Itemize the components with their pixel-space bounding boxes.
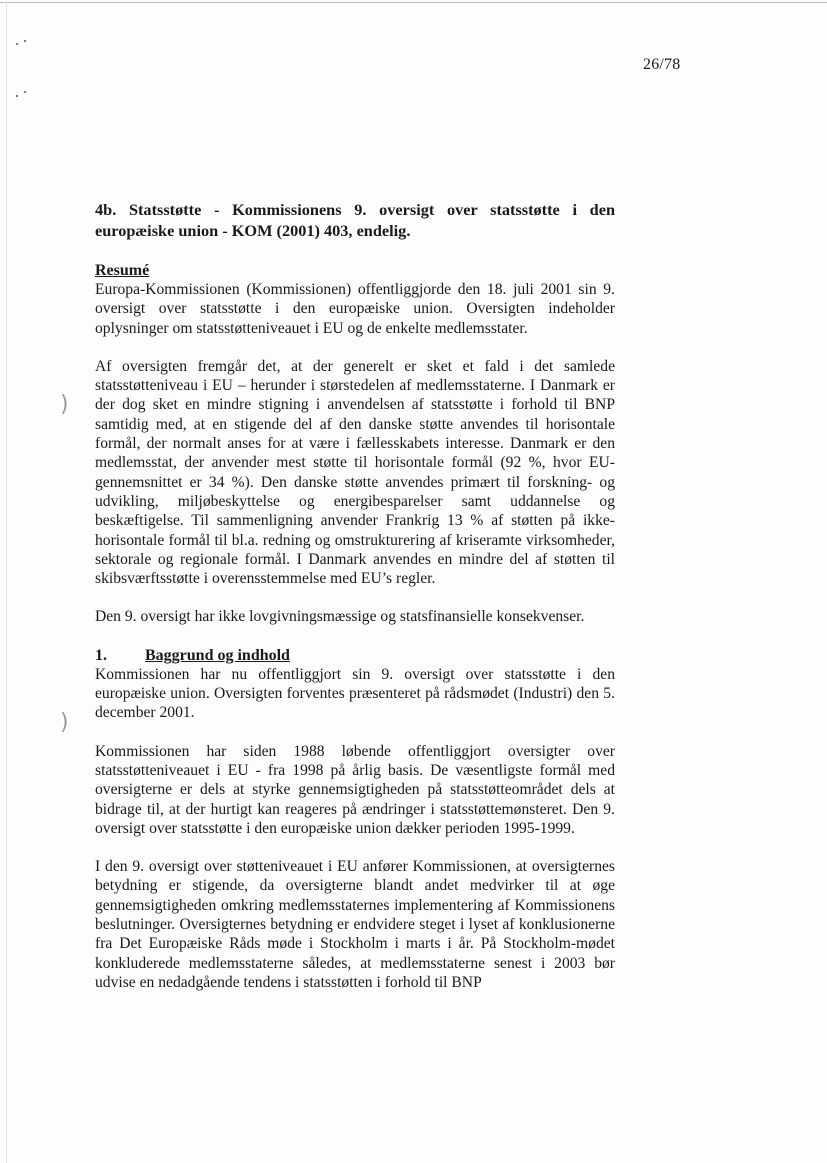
scan-speck [16, 95, 18, 97]
resume-heading: Resumé [95, 262, 150, 279]
punch-hole-mark: ) [60, 392, 69, 417]
resume-paragraph-2: Af oversigten fremgår det, at der generelt er sket et fald i det samlede statsstøtteniveau i EU – herunder i størstedelen af medlemsstaterne. I Danmark er der dog sket en mindre stigning i anvendelsen af statsstøtte i forhold til BNP samtidig med, at en stigende del af den danske støtte anvendes til horisontale formål, der normalt anses for at være i fællesskabets interesse. Danmark er den medlemsstat, der anvender mest støtte til horisontale formål (92 %, hvor EU-gennemsnittet er 34 %). Den danske støtte anvendes primært til forskning- og udvikling, miljøbeskyttelse og energibesparelser samt uddannelse og beskæftigelse. Til sammenligning anvender Frankrig 13 % af støtten på ikke-horisontale formål til bl.a. redning og omstrukturering af kriseramte virksomheder, sektorale og regionale formål. I Danmark anvendes en mindre del af støtten til skibsværftsstøtte i overensstemmelse med EU’s regler. [95, 357, 615, 588]
resume-section [95, 261, 615, 627]
punch-hole-mark: ) [60, 710, 69, 735]
section-1 [95, 646, 615, 992]
section-1-paragraph-3: I den 9. oversigt over støtteniveauet i EU anfører Kommissionen, at oversigternes betydning er stigende, da oversigterne blandt andet medvirker til at øge gennemsigtigheden omkring medlemsstaternes implementering af Kommissionens beslutninger. Oversigternes betydning er endvidere steget i lyset af konklusionerne fra Det Europæiske Råds møde i Stockholm i marts i år. På Stockholm-mødet konkluderede medlemsstaterne således, at medlemsstaterne senest i 2003 bør udvise en nedadgående tendens i statsstøtten i forhold til BNP [95, 858, 615, 991]
document-body [95, 199, 615, 1011]
scan-speck [24, 91, 26, 93]
section-1-paragraph-2: Kommissionen har siden 1988 løbende offentliggjort oversigter over statsstøtteniveauet i EU - fra 1998 på årlig basis. De væsentligste formål med oversigterne er dels at styrke gennemsigtigheden på statsstøtteområdet dels at bidrage til, at der hurtigt kan reageres på ændringer i statsstøttemønsteret. Den 9. oversigt over statsstøtte i den europæiske union dækker perioden 1995-1999. [95, 742, 615, 837]
document-title: 4b. Statsstøtte - Kommissionens 9. oversigt over statsstøtte i den europæiske union - KOM (2001) 403, endelig. [95, 200, 615, 240]
section-1-number: 1. [95, 646, 107, 664]
scan-top-rule [0, 2, 827, 3]
section-1-title: Baggrund og indhold [145, 646, 290, 664]
resume-paragraph-3: Den 9. oversigt har ikke lovgivningsmæssige og statsfinansielle konsekvenser. [95, 608, 585, 626]
scan-speck [16, 43, 18, 45]
scan-left-edge [6, 0, 7, 1163]
section-1-paragraph-1: Kommissionen har nu offentliggjort sin 9. oversigt over statsstøtte i den europæiske union. Oversigten forventes præsenteret på rådsmødet (Industri) den 5. december 2001. [95, 665, 615, 722]
section-1-heading [95, 646, 615, 665]
scan-speck [24, 40, 26, 42]
page-number: 26/78 [643, 56, 681, 73]
resume-paragraph-1: Europa-Kommissionen (Kommissionen) offentliggjorde den 18. juli 2001 sin 9. oversigt over statsstøtte i den europæiske union. Oversigten indeholder oplysninger om statsstøtteniveauet i EU og de enkelte medlemsstater. [95, 281, 615, 337]
